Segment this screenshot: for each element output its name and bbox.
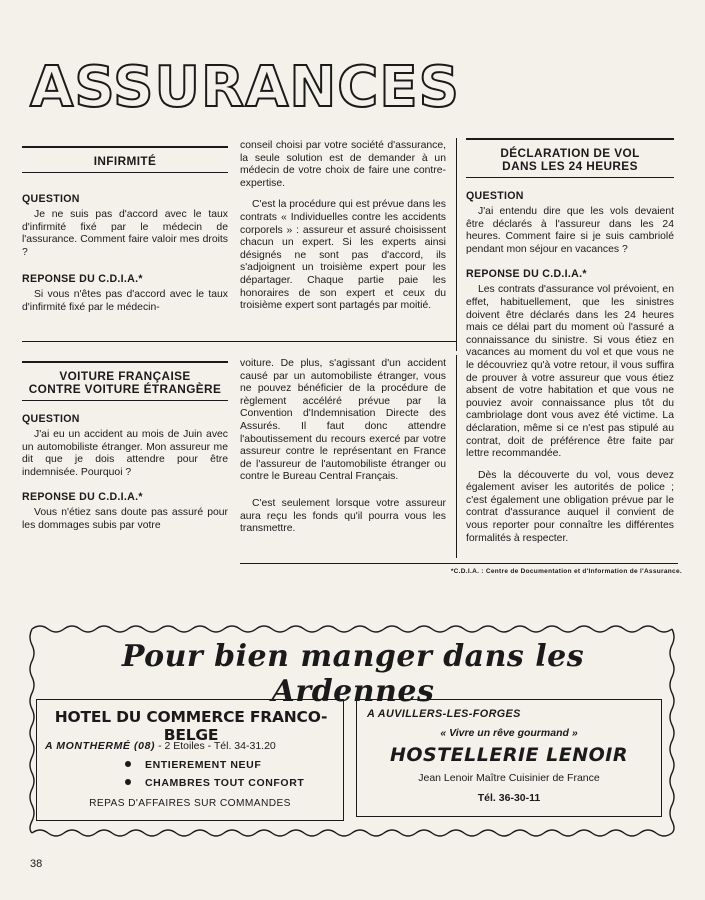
hostellerie-chef: Jean Lenoir Maître Cuisinier de France (418, 772, 600, 784)
answer-label: REPONSE DU C.D.I.A.* (466, 268, 587, 281)
page-title: ASSURANCES (30, 55, 460, 120)
answer-text: C'est la procédure qui est prévue dans les contrats « Individuelles contre les accidents corporels » : assureur et assuré choisissent chacun un expert. Si les experts ainsi désignés ne sont pas d'accord, ils s'adjoignent un troisième expert pour les départager. Chaque partie paie les honoraires de son expert et ceux du troisième expert sont partagés par moitié. (240, 199, 446, 312)
voiture-heading-line: VOITURE FRANÇAISE (59, 369, 191, 383)
column-divider (456, 138, 457, 351)
hotel-name: HOTEL DU COMMERCE FRANCO-BELGE (54, 708, 328, 744)
question-text: J'ai entendu dire que les vols devaient être déclarés à l'assureur dans les 24 heures. Comment faire si je suis cambriolé pendant mon séjour en vacances ? (466, 206, 674, 255)
answer-text: Les contrats d'assurance vol prévoient, en effet, habituellement, que les sinistres doivent être déclarés dans les 24 heures mais ce délai part du moment où l'assuré a connaissance du sinistre. Si vous étiez en vacances au moment du vol et que vous ne le découvriez qu'à votre retour, il vous suffira de prouver à votre assureur que vous étiez absent de votre habitation et que vous ne pouviez avoir connaissance plus tôt du cambriolage dont vous avez été victime. La déclaration, même si ce n'est pas stipulé au contrat, doit de préférence être faite par lettre recommandée. (466, 284, 674, 460)
hotel-address: - 2 Etoiles - Tél. 34-31.20 (158, 740, 276, 752)
answer-text: C'est seulement lorsque votre assureur aura reçu les fonds qu'il pourra vous les transmettre. (240, 497, 446, 535)
hostellerie-name: HOSTELLERIE LENOIR (389, 744, 628, 766)
vol-section (466, 138, 674, 554)
bullet-icon (125, 761, 131, 767)
hotel-location-line (45, 740, 341, 752)
hotel-feature (125, 777, 304, 789)
answer-text: conseil choisi par votre société d'assurance, la seule solution est de demander à un médecin de votre choix de faire une contre-expertise. (240, 140, 446, 189)
voiture-continued (240, 358, 446, 545)
voiture-heading-line: CONTRE VOITURE ÉTRANGÈRE (28, 382, 222, 396)
hotel-feature-text: CHAMBRES TOUT CONFORT (145, 777, 305, 789)
question-text: Je ne suis pas d'accord avec le taux d'infirmité fixé par le médecin de l'assurance. Comment faire valoir mes droits ? (22, 209, 228, 258)
infirmite-heading: INFIRMITÉ (22, 146, 228, 173)
advertisement (28, 615, 676, 843)
answer-text: Vous n'étiez sans doute pas assuré pour les dommages subis par votre (22, 507, 228, 531)
hotel-footer: REPAS D'AFFAIRES SUR COMMANDES (89, 798, 291, 809)
answer-label: REPONSE DU C.D.I.A.* (22, 491, 143, 504)
footnote-divider (240, 563, 678, 564)
infirmite-continued (240, 140, 446, 322)
hostellerie-phone: Tél. 36-30-11 (477, 792, 541, 804)
footnote: *C.D.I.A. : Centre de Documentation et d'Information de l'Assurance. (450, 568, 682, 575)
answer-text: voiture. De plus, s'agissant d'un accident causé par un automobiliste étranger, vous ne pouvez bénéficier de la procédure de règlement accéléré prévue par la Convention d'Indemnisation Directe des Assurés. Il faut donc attendre l'aboutissement du recours exercé par votre assureur contre le représentant en France de l'assureur de l'automobiliste étranger ou contre le Bureau Central Français. (240, 358, 446, 483)
hostellerie-location: A AUVILLERS-LES-FORGES (367, 708, 521, 720)
hostellerie-ad (356, 699, 662, 817)
infirmite-section (22, 146, 228, 324)
voiture-section (22, 361, 228, 542)
section-divider (22, 341, 456, 342)
hotel-feature (125, 759, 261, 771)
question-label: QUESTION (22, 413, 80, 425)
hotel-location: A MONTHERMÉ (08) (45, 740, 156, 752)
hotel-ad (36, 699, 344, 821)
question-text: J'ai eu un accident au mois de Juin avec un automobiliste étranger. Mon assureur me dit que je dois attendre pour être indemnisée. Pourquoi ? (22, 429, 228, 478)
answer-text: Si vous n'êtes pas d'accord avec le taux d'infirmité fixé par le médecin- (22, 289, 228, 313)
ad-slogan: Pour bien manger dans les Ardennes (121, 639, 585, 709)
answer-text: Dès la découverte du vol, vous devez également aviser les autorités de police ; c'est également une obligation prévue par le contrat d'assurance auquel il convient de vous reporter pour connaître les différentes formalités à respecter. (466, 469, 674, 544)
page-number: 38 (30, 858, 43, 870)
hostellerie-tagline: « Vivre un rêve gourmand » (440, 727, 578, 739)
voiture-heading (22, 361, 228, 401)
vol-heading-line: DANS LES 24 HEURES (502, 159, 638, 173)
column-divider (456, 355, 457, 558)
hotel-feature-text: ENTIEREMENT NEUF (145, 759, 262, 771)
question-label: QUESTION (466, 190, 524, 202)
bullet-icon (125, 779, 131, 785)
vol-heading-line: DÉCLARATION DE VOL (500, 146, 640, 160)
question-label: QUESTION (22, 193, 80, 205)
answer-label: REPONSE DU C.D.I.A.* (22, 273, 143, 286)
vol-heading (466, 138, 674, 178)
